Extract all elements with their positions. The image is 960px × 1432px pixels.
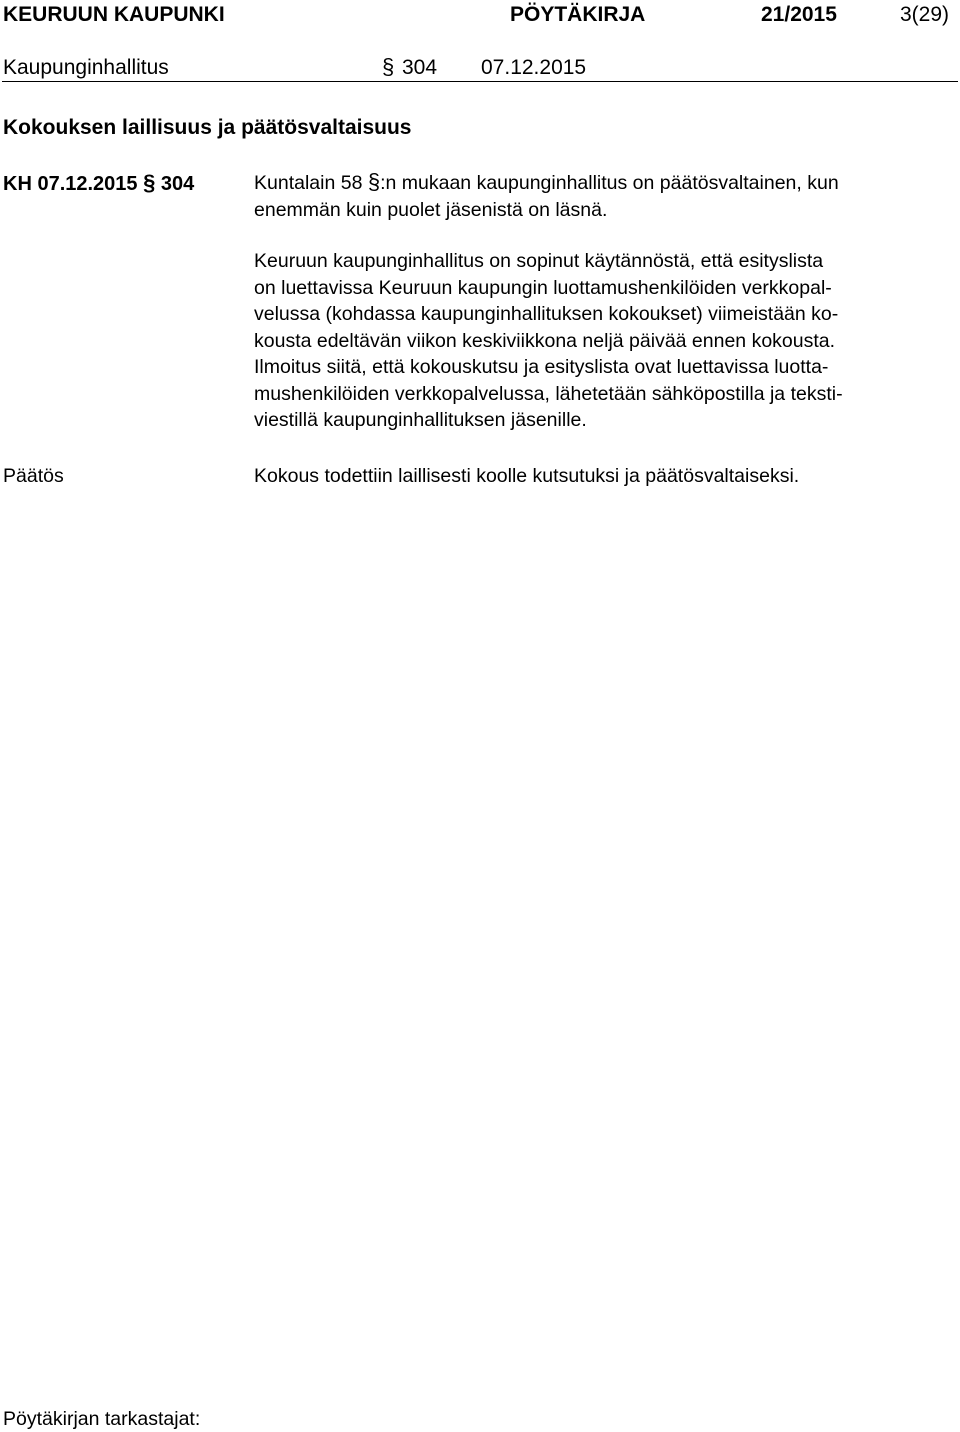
paragraph-2-line: viestillä kaupunginhallituksen jäsenille.: [254, 409, 587, 431]
paragraph-1-section-sign: §: [367, 169, 381, 194]
item-reference-number: 304: [160, 173, 195, 195]
section-sign: §: [382, 54, 395, 79]
item-reference: [3, 170, 194, 197]
paragraph-1-line-1: [254, 169, 954, 197]
paragraph-2-line: velussa (kohdassa kaupunginhallituksen kokoukset) viimeistään ko-: [254, 303, 839, 325]
document-type: PÖYTÄKIRJA: [510, 3, 646, 26]
item-title: Kokouksen laillisuus ja päätösvaltaisuus: [3, 116, 412, 139]
inspectors-label: Pöytäkirjan tarkastajat:: [3, 1408, 201, 1430]
header-divider: [2, 81, 958, 82]
paragraph-2-line: Ilmoitus siitä, että kokouskutsu ja esityslista ovat luettavissa luotta-: [254, 356, 829, 378]
decision-label: Päätös: [3, 465, 64, 487]
body-name: Kaupunginhallitus: [3, 56, 169, 79]
paragraph-1-line-2: enemmän kuin puolet jäsenistä on läsnä.: [254, 198, 608, 221]
paragraph-2-line: Keuruun kaupunginhallitus on sopinut käytännöstä, että esityslista: [254, 250, 824, 272]
paragraph-2: [254, 248, 954, 434]
paragraph-2-line: mushenkilöiden verkkopalvelussa, lähetetään sähköpostilla ja teksti-: [254, 382, 843, 405]
meeting-date: 07.12.2015: [481, 56, 587, 79]
paragraph-1: [254, 169, 954, 223]
org-name: KEURUUN KAUPUNKI: [3, 3, 225, 26]
item-reference-section-sign: §: [143, 170, 156, 195]
section-number: 304: [402, 56, 438, 79]
paragraph-1-text-b: :n mukaan kaupunginhallitus on päätösvaltainen, kun: [380, 172, 839, 194]
document-number: 21/2015: [761, 3, 837, 26]
decision-text: Kokous todettiin laillisesti koolle kutsutuksi ja päätösvaltaiseksi.: [254, 465, 800, 487]
paragraph-2-line: on luettavissa Keuruun kaupungin luottamushenkilöiden verkkopal-: [254, 276, 832, 299]
paragraph-1-text-a: Kuntalain 58: [254, 172, 363, 194]
page-number: 3(29): [900, 3, 950, 26]
paragraph-2-line: kousta edeltävän viikon keskiviikkona neljä päivää ennen kokousta.: [254, 329, 836, 352]
item-reference-date: KH 07.12.2015: [3, 173, 138, 195]
